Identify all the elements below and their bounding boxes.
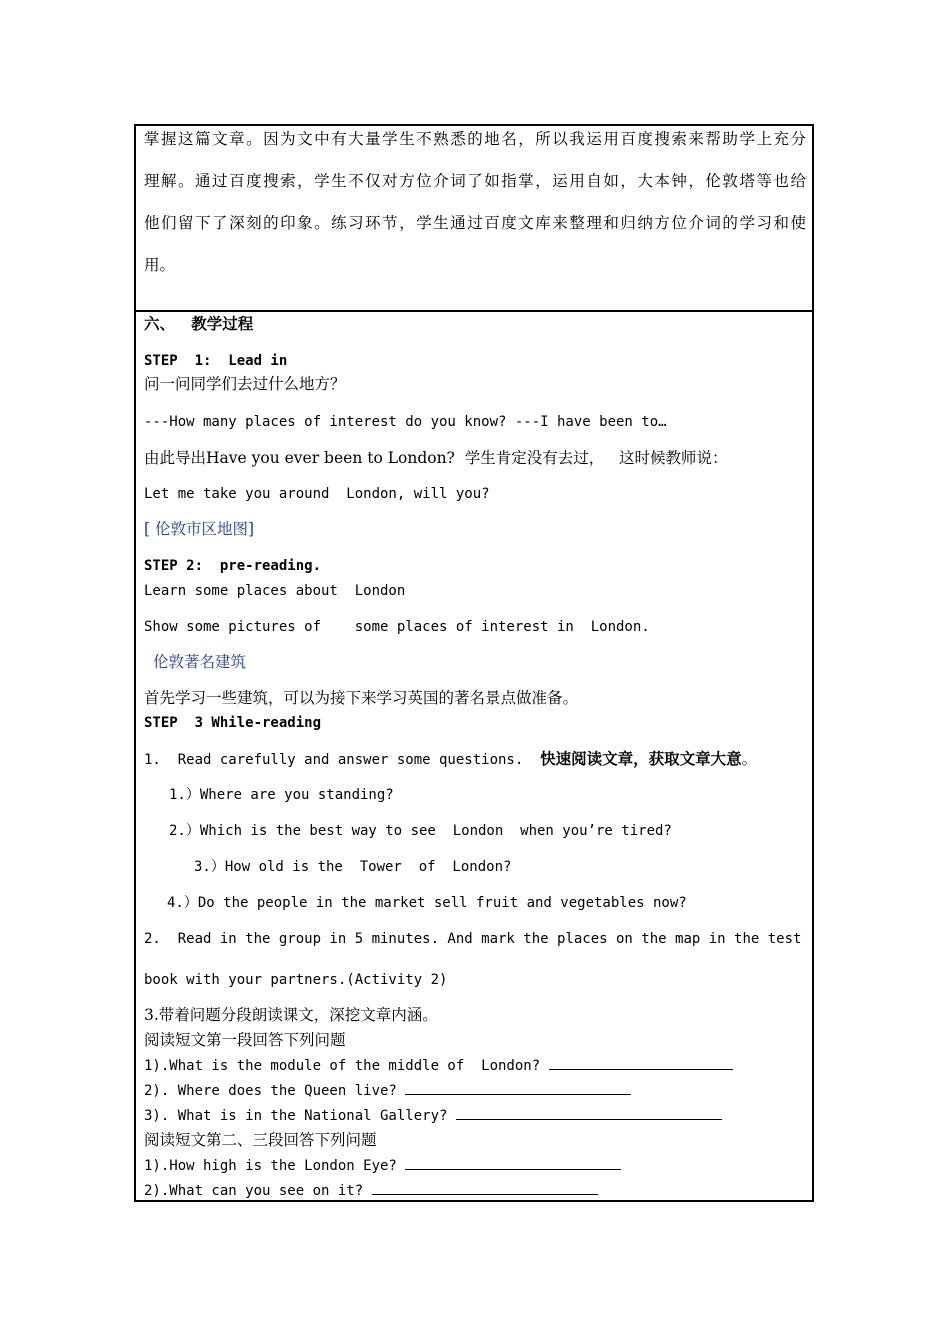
answer-blank[interactable] [405,1156,621,1170]
step1-dialog: ---How many places of interest do you know? ---I have been to… [144,414,667,430]
step2-note: 首先学习一些建筑，可以为接下来学习英国的著名景点做准备。 [144,689,579,707]
task-2-line-1: 2. Read in the group in 5 minutes. And mark the places on the map in the test [144,931,802,947]
p1-question-1 [144,1056,733,1075]
step1-lead: 由此导出Have you ever been to London? 学生肯定没有去过， 这时候教师说： [144,449,728,467]
answer-blank[interactable] [456,1106,722,1120]
p1-question-2 [144,1081,631,1100]
task-2-line-2: book with your partners.(Activity 2) [144,972,448,988]
section-heading: 六、 教学过程 [144,314,254,333]
task-1-chinese: 快速阅读文章，获取文章大意 [540,749,742,768]
p2-question-1 [144,1156,621,1175]
lesson-plan-table [134,124,814,1202]
paragraph-1-title: 阅读短文第一段回答下列问题 [144,1031,346,1049]
question-1: 1.）Where are you standing? [169,787,394,803]
summary-line-4: 用。 [144,256,176,274]
london-map-link[interactable]: [ 伦敦市区地图] [144,520,255,538]
step1-question: 问一问同学们去过什么地方？ [144,375,346,393]
question-3: 3.）How old is the Tower of London? [194,859,512,875]
step2-line-1: Learn some places about London [144,583,406,599]
task-1-text: 1. Read carefully and answer some questions. [144,752,524,768]
p1-question-3-text: 3). What is in the National Gallery? [144,1108,456,1124]
paragraph-2-title: 阅读短文第二、三段回答下列问题 [144,1131,377,1149]
p1-question-2-text: 2). Where does the Queen live? [144,1083,406,1099]
summary-line-2: 理解。通过百度搜索，学生不仅对方位介词了如指掌，运用自如，大本钟，伦敦塔等也给 [144,172,806,190]
answer-blank[interactable] [405,1081,631,1095]
summary-line-3: 他们留下了深刻的印象。练习环节，学生通过百度文库来整理和归纳方位介词的学习和使 [144,214,806,232]
p1-question-1-text: 1).What is the module of the middle of London? [144,1058,549,1074]
p1-question-3 [144,1106,722,1125]
question-4: 4.）Do the people in the market sell fruit and vegetables now? [167,895,687,911]
p2-question-2-text: 2).What can you see on it? [144,1183,372,1199]
step1-teacher-line: Let me take you around London, will you? [144,486,490,502]
p2-question-1-text: 1).How high is the London Eye? [144,1158,406,1174]
step2-title: STEP 2: pre-reading. [144,558,322,574]
task-1-end: 。 [741,750,758,768]
p2-question-2 [144,1181,598,1200]
task-3: 3.带着问题分段朗读课文，深挖文章内涵。 [144,1006,438,1024]
answer-blank[interactable] [549,1056,733,1070]
task-1 [144,750,757,769]
reflection-cell [136,126,812,312]
step1-title: STEP 1: Lead in [144,353,288,369]
step2-line-2: Show some pictures of some places of interest in London. [144,619,650,635]
question-2: 2.）Which is the best way to see London when you’re tired? [169,823,672,839]
teaching-process-cell [136,312,812,1200]
step3-title: STEP 3 While-reading [144,715,322,731]
summary-line-1: 掌握这篇文章。因为文中有大量学生不熟悉的地名，所以我运用百度搜索来帮助学上充分 [144,130,806,148]
answer-blank[interactable] [372,1181,598,1195]
london-buildings-link[interactable]: 伦敦著名建筑 [153,653,247,671]
